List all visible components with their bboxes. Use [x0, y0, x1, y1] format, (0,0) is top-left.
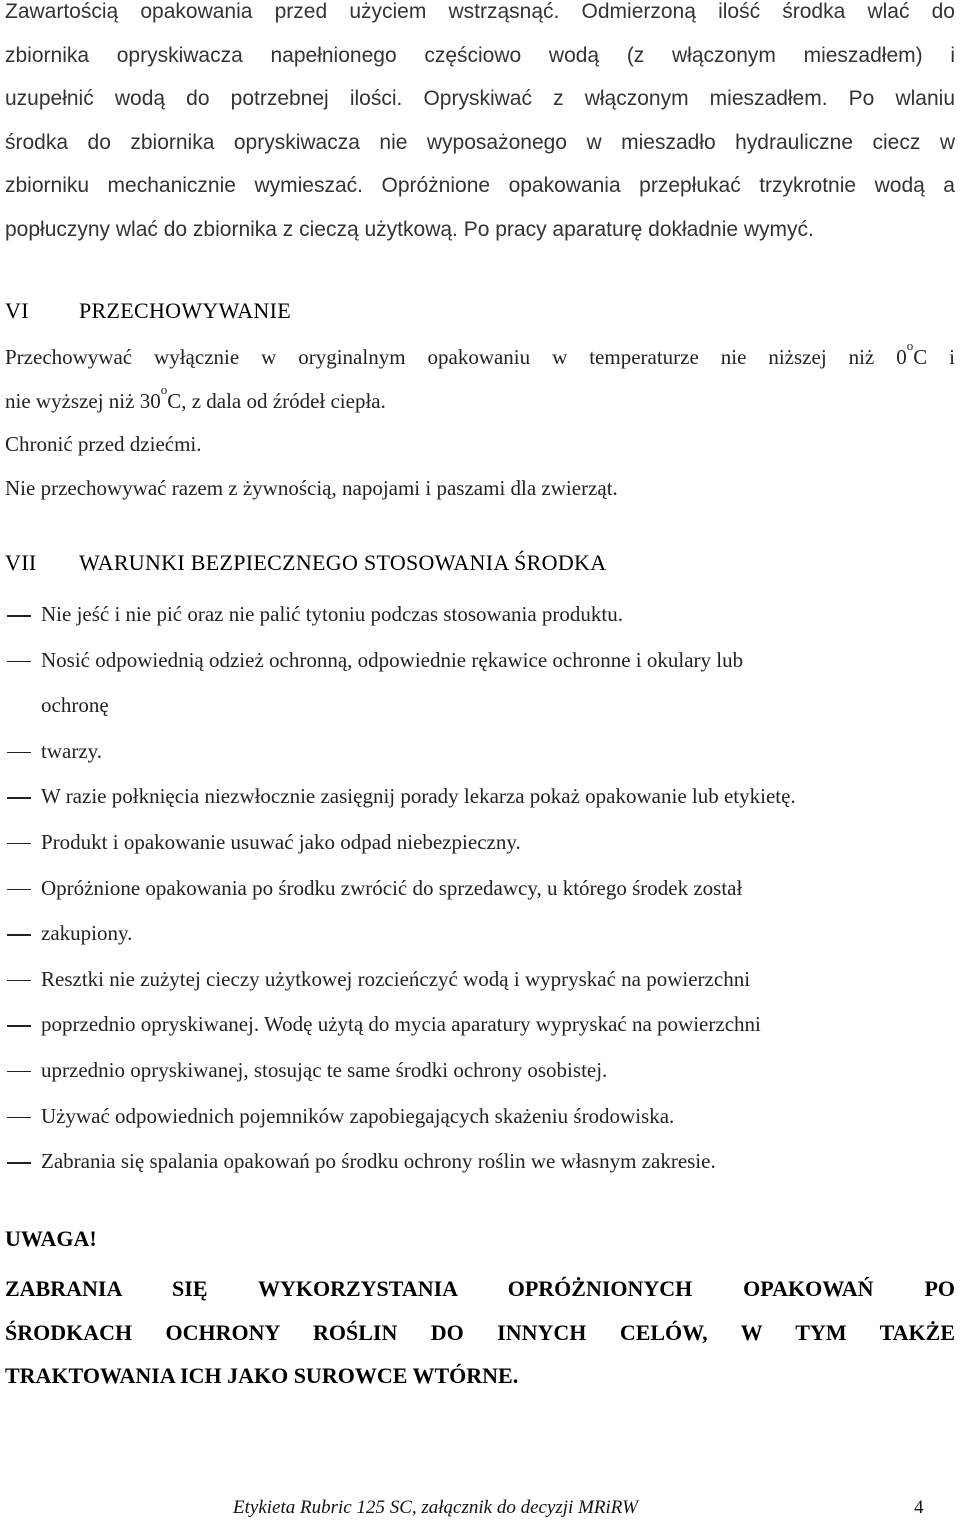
- section-number: VII: [5, 550, 37, 575]
- warning-line: TRAKTOWANIA ICH JAKO SUROWCE WTÓRNE.: [5, 1363, 519, 1388]
- list-item: Produkt i opakowanie usuwać jako odpad niebezpieczny.: [5, 820, 955, 866]
- section-title: PRZECHOWYWANIE: [79, 298, 291, 323]
- section-heading-safety: [5, 550, 606, 576]
- safety-list: [5, 592, 955, 1185]
- section-heading-storage: [5, 298, 291, 324]
- warning-line: ŚRODKACH OCHRONY ROŚLIN DO INNYCH CELÓW, W TYM TAKŻE: [5, 1319, 955, 1345]
- intro-line: zbiorniku mechanicznie wymieszać. Opróżnione opakowania przepłukać trzykrotnie wodą a: [5, 174, 955, 197]
- list-item: twarzy.: [5, 729, 955, 775]
- intro-line: Zawartością opakowania przed użyciem wstrząsnąć. Odmierzoną ilość środka wlać do: [5, 0, 955, 23]
- list-item: Opróżnione opakowania po środku zwrócić do sprzedawcy, u którego środek został: [5, 866, 955, 912]
- page-number: 4: [914, 1497, 924, 1518]
- storage-line: Chronić przed dziećmi.: [5, 432, 202, 456]
- list-item: W razie połknięcia niezwłocznie zasięgnij porady lekarza pokaż opakowanie lub etykietę.: [5, 774, 955, 820]
- storage-line: nie wyższej niż 30$^o$C, z dala od źródeł ciepła.: [5, 381, 386, 413]
- storage-line: Przechowywać wyłącznie w oryginalnym opakowaniu w temperaturze nie niższej niż 0$^o$C i: [5, 338, 955, 369]
- intro-paragraph: [5, 0, 955, 251]
- list-item: poprzednio opryskiwanej. Wodę użytą do mycia aparatury wypryskać na powierzchni: [5, 1002, 955, 1048]
- list-item: zakupiony.: [5, 911, 955, 957]
- list-item: Używać odpowiednich pojemników zapobiegających skażeniu środowiska.: [5, 1094, 955, 1140]
- list-item: ochronę: [41, 693, 109, 718]
- page-footer: [0, 1497, 925, 1527]
- intro-line: popłuczyny wlać do zbiornika z cieczą użytkową. Po pracy aparaturę dokładnie wymyć.: [5, 217, 814, 241]
- section-number: VI: [5, 298, 29, 323]
- intro-line: zbiornika opryskiwacza napełnionego częściowo wodą (z włączonym mieszadłem) i: [5, 43, 955, 67]
- list-item: Zabrania się spalania opakowań po środku ochrony roślin we własnym zakresie.: [5, 1139, 955, 1185]
- list-item: Nie jeść i nie pić oraz nie palić tytoniu podczas stosowania produktu.: [5, 592, 955, 638]
- list-item: Resztki nie zużytej cieczy użytkowej rozcieńczyć wodą i wypryskać na powierzchni: [5, 957, 955, 1003]
- intro-line: uzupełnić wodą do potrzebnej ilości. Opryskiwać z włączonym mieszadłem. Po wlaniu: [5, 87, 955, 110]
- intro-line: środka do zbiornika opryskiwacza nie wyposażonego w mieszadło hydrauliczne ciecz w: [5, 130, 955, 154]
- storage-line: Nie przechowywać razem z żywnością, napojami i paszami dla zwierząt.: [5, 475, 618, 500]
- warning-text: [5, 1267, 955, 1398]
- list-item: Nosić odpowiednią odzież ochronną, odpowiednie rękawice ochronne i okulary lub: [5, 638, 955, 684]
- section-title: WARUNKI BEZPIECZNEGO STOSOWANIA ŚRODKA: [79, 550, 607, 575]
- warning-label: UWAGA!: [5, 1226, 97, 1251]
- warning-line: ZABRANIA SIĘ WYKORZYSTANIA OPRÓŻNIONYCH OPAKOWAŃ PO: [5, 1276, 955, 1301]
- storage-paragraph: [5, 336, 955, 510]
- list-item: uprzednio opryskiwanej, stosując te same środki ochrony osobistej.: [5, 1048, 955, 1094]
- footer-title: Etykieta Rubric 125 SC, załącznik do decyzji MRiRW: [233, 1497, 638, 1518]
